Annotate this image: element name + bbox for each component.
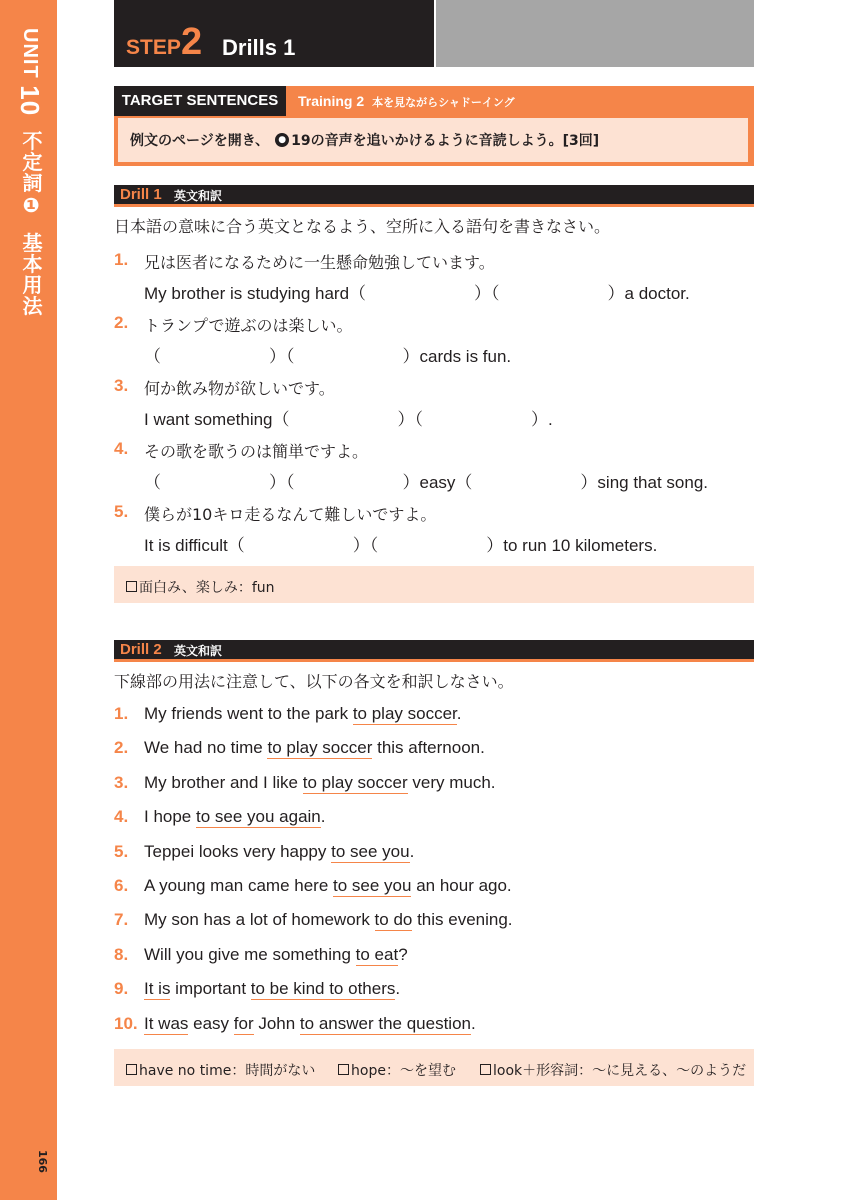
vocab-entry — [126, 577, 275, 597]
drill-1-instruction: 日本語の意味に合う英文となるよう、空所に入る語句を書きなさい。 — [114, 217, 611, 236]
underlined-phrase: to play soccer — [302, 773, 408, 792]
vocab-entry — [480, 1060, 746, 1080]
underlined-phrase: to see you — [331, 842, 410, 861]
unit-topic: 不定詞❶ — [19, 130, 41, 219]
sentence-fragment: ）a doctor. — [607, 284, 690, 303]
drill-type: 英文和訳 — [174, 644, 223, 658]
english-sentence — [144, 773, 496, 793]
underlined-phrase: to do — [374, 910, 413, 929]
checkbox-icon — [338, 1064, 349, 1075]
training-label — [298, 86, 515, 116]
item-number: 4. — [114, 439, 129, 458]
sentence-fragment: My friends went to the park — [144, 704, 353, 723]
unit-number: 10 — [15, 85, 45, 117]
header-grey-block — [436, 0, 754, 67]
item-number: 1. — [114, 250, 129, 269]
english-sentence — [144, 876, 512, 896]
drill-2-instruction: 下線部の用法に注意して、以下の各文を和訳しなさい。 — [114, 672, 514, 691]
drill-1-header — [114, 185, 754, 207]
sentence-fragment: this afternoon. — [372, 738, 485, 757]
sentence-fragment: ? — [398, 945, 408, 964]
english-sentence — [144, 531, 657, 556]
sentence-fragment: . — [409, 842, 415, 861]
drill-1-vocab-box — [114, 566, 754, 603]
english-sentence — [144, 945, 408, 965]
vocab-text: look＋形容詞：～に見える、～のようだ — [493, 1063, 747, 1079]
item-number: 5. — [114, 502, 129, 521]
audio-icon: ● — [275, 133, 289, 147]
underlined-phrase: to play soccer — [352, 704, 457, 723]
page-title: Drills 1 — [222, 35, 296, 60]
drill-type: 英文和訳 — [174, 189, 223, 203]
item-number: 2. — [114, 738, 129, 757]
item-number: 7. — [114, 910, 129, 929]
page-number: 166 — [36, 1150, 49, 1173]
vocab-text: hope：～を望む — [351, 1063, 456, 1079]
vocab-text: 面白み、楽しみ：fun — [139, 580, 275, 596]
checkbox-icon — [126, 581, 137, 592]
underlined-phrase: to see you again — [196, 807, 321, 826]
vocab-text: have no time：時間がない — [139, 1063, 316, 1079]
english-sentence — [144, 1014, 476, 1034]
sentence-fragment: Teppei looks very happy — [144, 842, 332, 861]
sentence-fragment: important — [170, 979, 251, 998]
item-number: 8. — [114, 945, 129, 964]
step-word: STEP — [126, 36, 181, 59]
sentence-fragment: ）to run 10 kilometers. — [486, 536, 658, 555]
underlined-phrase: to eat — [355, 945, 399, 964]
target-instruction — [130, 130, 599, 150]
checkbox-icon — [126, 1064, 137, 1075]
sentence-fragment: ）（ — [269, 473, 295, 492]
item-number: 3. — [114, 376, 129, 395]
drill-number: Drill 2 — [120, 641, 162, 658]
sentence-fragment: ）（ — [269, 347, 295, 366]
underlined-phrase: to answer the question — [299, 1014, 471, 1033]
step-number: 2 — [181, 21, 203, 63]
sentence-fragment: A young man came here — [144, 876, 334, 895]
sentence-fragment: I want something（ — [144, 410, 290, 429]
item-number: 3. — [114, 773, 129, 792]
english-sentence — [144, 405, 553, 430]
instruction-part: 例文のページを開き、 — [130, 133, 270, 149]
underlined-phrase: to be kind to others — [250, 979, 396, 998]
japanese-sentence: 兄は医者になるために一生懸命勉強しています。 — [144, 253, 495, 272]
instruction-part: 19の音声を追いかけるように音読しよう。[3回] — [291, 133, 600, 149]
sentence-fragment: ）（ — [352, 536, 379, 555]
sentence-fragment: very much. — [407, 773, 496, 792]
english-sentence — [144, 342, 511, 367]
item-number: 9. — [114, 979, 129, 998]
sentence-fragment: ）easy（ — [402, 473, 473, 492]
sentence-fragment: （ — [144, 347, 161, 366]
english-sentence — [144, 842, 414, 862]
item-number: 6. — [114, 876, 129, 895]
unit-heading — [14, 28, 45, 316]
vocab-entry — [126, 1060, 315, 1080]
sentence-fragment: ）cards is fun. — [402, 347, 512, 366]
item-number: 1. — [114, 704, 129, 723]
training-name: Training 2 — [298, 93, 365, 109]
japanese-sentence: トランプで遊ぶのは楽しい。 — [144, 316, 353, 335]
sentence-fragment: John — [253, 1014, 300, 1033]
sentence-fragment: an hour ago. — [411, 876, 512, 895]
english-sentence — [144, 704, 462, 724]
sentence-fragment: Will you give me something — [144, 945, 356, 964]
sentence-fragment: My son has a lot of homework — [144, 910, 375, 929]
sentence-fragment: （ — [144, 473, 161, 492]
japanese-sentence: 僕らが10キロ走るなんて難しいですよ。 — [144, 505, 437, 524]
sentence-fragment: It is difficult（ — [144, 536, 245, 555]
item-number: 2. — [114, 313, 129, 332]
sentence-fragment: We had no time — [144, 738, 268, 757]
underlined-phrase: It was — [144, 1014, 189, 1033]
training-description: 本を見ながらシャドーイング — [372, 97, 515, 109]
unit-subtopic: 基本用法 — [19, 232, 41, 317]
sentence-fragment: I hope — [144, 807, 196, 826]
item-number: 5. — [114, 842, 129, 861]
drill-2-vocab-box — [114, 1049, 754, 1086]
vocab-entry — [338, 1060, 456, 1080]
sentence-fragment: ）（ — [397, 410, 424, 429]
sentence-fragment: . — [470, 1014, 476, 1033]
japanese-sentence: その歌を歌うのは簡単ですよ。 — [144, 442, 369, 461]
sentence-fragment: My brother is studying hard（ — [144, 284, 367, 303]
sentence-fragment: My brother and I like — [144, 773, 303, 792]
underlined-phrase: to play soccer — [267, 738, 373, 757]
underlined-phrase: It is — [144, 979, 171, 998]
english-sentence — [144, 279, 690, 304]
target-sentences-label: TARGET SENTENCES — [114, 86, 286, 116]
english-sentence — [144, 979, 400, 999]
sentence-fragment: easy — [188, 1014, 234, 1033]
item-number: 4. — [114, 807, 129, 826]
underlined-phrase: to see you — [333, 876, 412, 895]
english-sentence — [144, 468, 708, 493]
sentence-fragment: ）sing that song. — [580, 473, 708, 492]
english-sentence — [144, 738, 485, 758]
english-sentence — [144, 807, 326, 827]
checkbox-icon — [480, 1064, 491, 1075]
sentence-fragment: ）（ — [474, 284, 500, 303]
underlined-phrase: for — [233, 1014, 254, 1033]
item-number: 10. — [114, 1014, 138, 1033]
sentence-fragment: . — [456, 704, 462, 723]
drill-2-header — [114, 640, 754, 662]
sentence-fragment: . — [395, 979, 401, 998]
sentence-fragment: this evening. — [412, 910, 513, 929]
sentence-fragment: . — [320, 807, 326, 826]
english-sentence — [144, 910, 513, 930]
drill-number: Drill 1 — [120, 186, 162, 203]
japanese-sentence: 何か飲み物が欲しいです。 — [144, 379, 335, 398]
unit-label: UNIT — [19, 28, 41, 79]
sentence-fragment: ）. — [531, 410, 553, 429]
